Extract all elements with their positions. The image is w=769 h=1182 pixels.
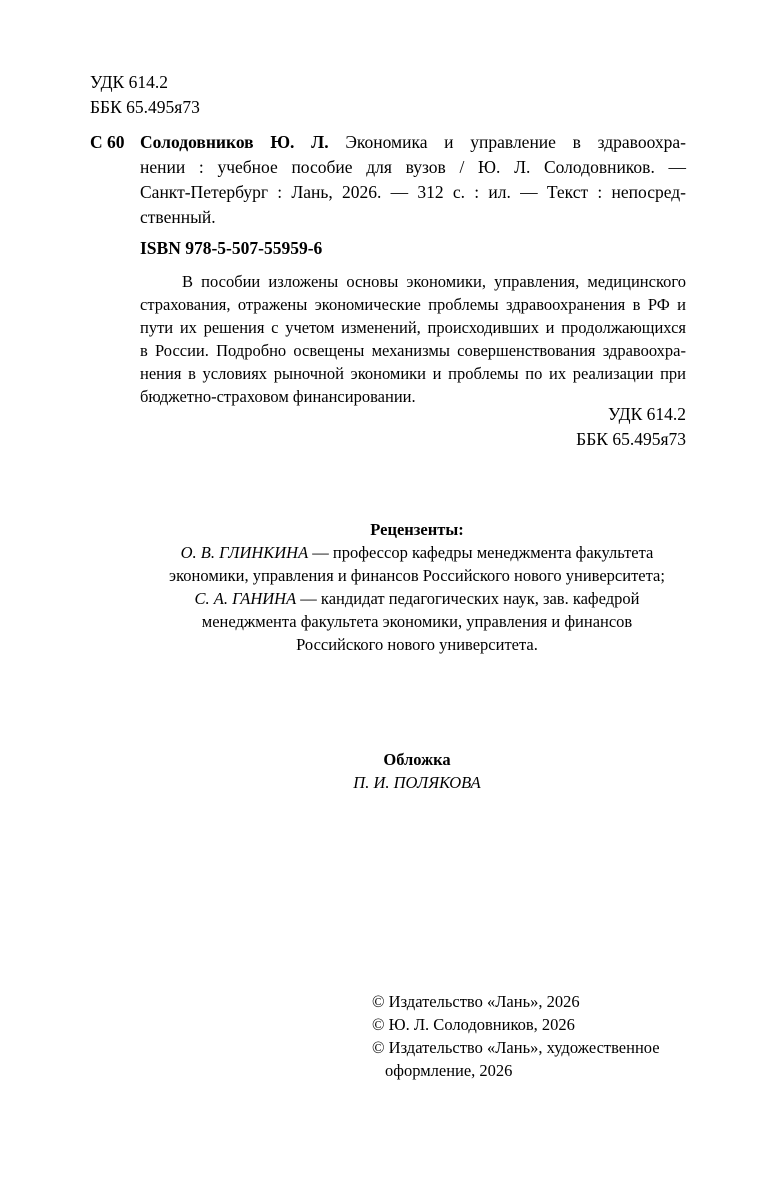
reviewer-2-line-1 xyxy=(90,587,744,610)
bbk-code: ББК 65.495я73 xyxy=(90,97,200,117)
annotation-line: бюджетно-страховом финансировании. xyxy=(140,387,416,406)
isbn: ISBN 978-5-507-55959-6 xyxy=(140,238,323,258)
reviewer-2-desc: — кандидат педагогических наук, зав. кафедрой xyxy=(296,589,640,608)
annotation-line: страхования, отражены экономические проблемы здравоохранения в РФ и xyxy=(140,295,686,314)
annotation-line: В пособии изложены основы экономики, управления, медицинского xyxy=(182,272,686,291)
reviewer-2-line-3: Российского нового университета. xyxy=(296,635,538,654)
bbk-code-bottom: ББК 65.495я73 xyxy=(576,429,686,449)
reviewers-block xyxy=(90,518,744,656)
reviewer-2-line-2: менеджмента факультета экономики, управления и финансов xyxy=(201,612,633,631)
reviewer-1-line-1 xyxy=(90,541,744,564)
reviewer-2-name: С. А. ГАНИНА xyxy=(194,589,297,608)
annotation xyxy=(140,270,686,408)
annotation-line: нения в условиях рыночной экономики и проблемы по их реализации при xyxy=(140,364,686,383)
author-sign: С 60 xyxy=(90,132,125,152)
copyright-line-3: © Издательство «Лань», художественное xyxy=(372,1038,660,1057)
reviewers-heading: Рецензенты: xyxy=(370,520,464,539)
cover-credit xyxy=(90,748,744,794)
copyright-line-4: оформление, 2026 xyxy=(385,1061,513,1080)
bibliographic-record xyxy=(140,130,686,230)
copyright-line-1: © Издательство «Лань», 2026 xyxy=(372,992,580,1011)
udk-code-bottom: УДК 614.2 xyxy=(608,404,686,424)
copyright-line-2: © Ю. Л. Солодовников, 2026 xyxy=(372,1015,575,1034)
reviewer-1-desc: — профессор кафедры менеджмента факультета xyxy=(308,543,654,562)
udk-code: УДК 614.2 xyxy=(90,72,168,92)
bib-line-2: нении : учебное пособие для вузов / Ю. Л. Солодовников. — xyxy=(140,157,686,177)
bib-line-3: Санкт-Петербург : Лань, 2026. — 312 с. : ил. — Текст : непосред- xyxy=(140,182,686,202)
bib-title-start: Экономика и управление в здравоохра- xyxy=(345,132,686,152)
cover-designer: П. И. ПОЛЯКОВА xyxy=(353,773,481,792)
bib-line-4: ственный. xyxy=(140,207,216,227)
bottom-classification-codes xyxy=(540,402,686,452)
top-classification-codes xyxy=(90,70,200,120)
reviewer-1-line-2: экономики, управления и финансов Российского нового университета; xyxy=(169,566,665,585)
reviewer-1-name: О. В. ГЛИНКИНА xyxy=(180,543,309,562)
copyright-block xyxy=(372,990,660,1082)
cover-heading: Обложка xyxy=(383,750,451,769)
annotation-line: в России. Подробно освещены механизмы совершенствования здравоохра- xyxy=(140,341,686,360)
annotation-line: пути их решения с учетом изменений, происходивших и продолжающихся xyxy=(140,318,686,337)
author-name: Солодовников Ю. Л. xyxy=(140,132,329,152)
bib-line-1 xyxy=(140,130,686,155)
